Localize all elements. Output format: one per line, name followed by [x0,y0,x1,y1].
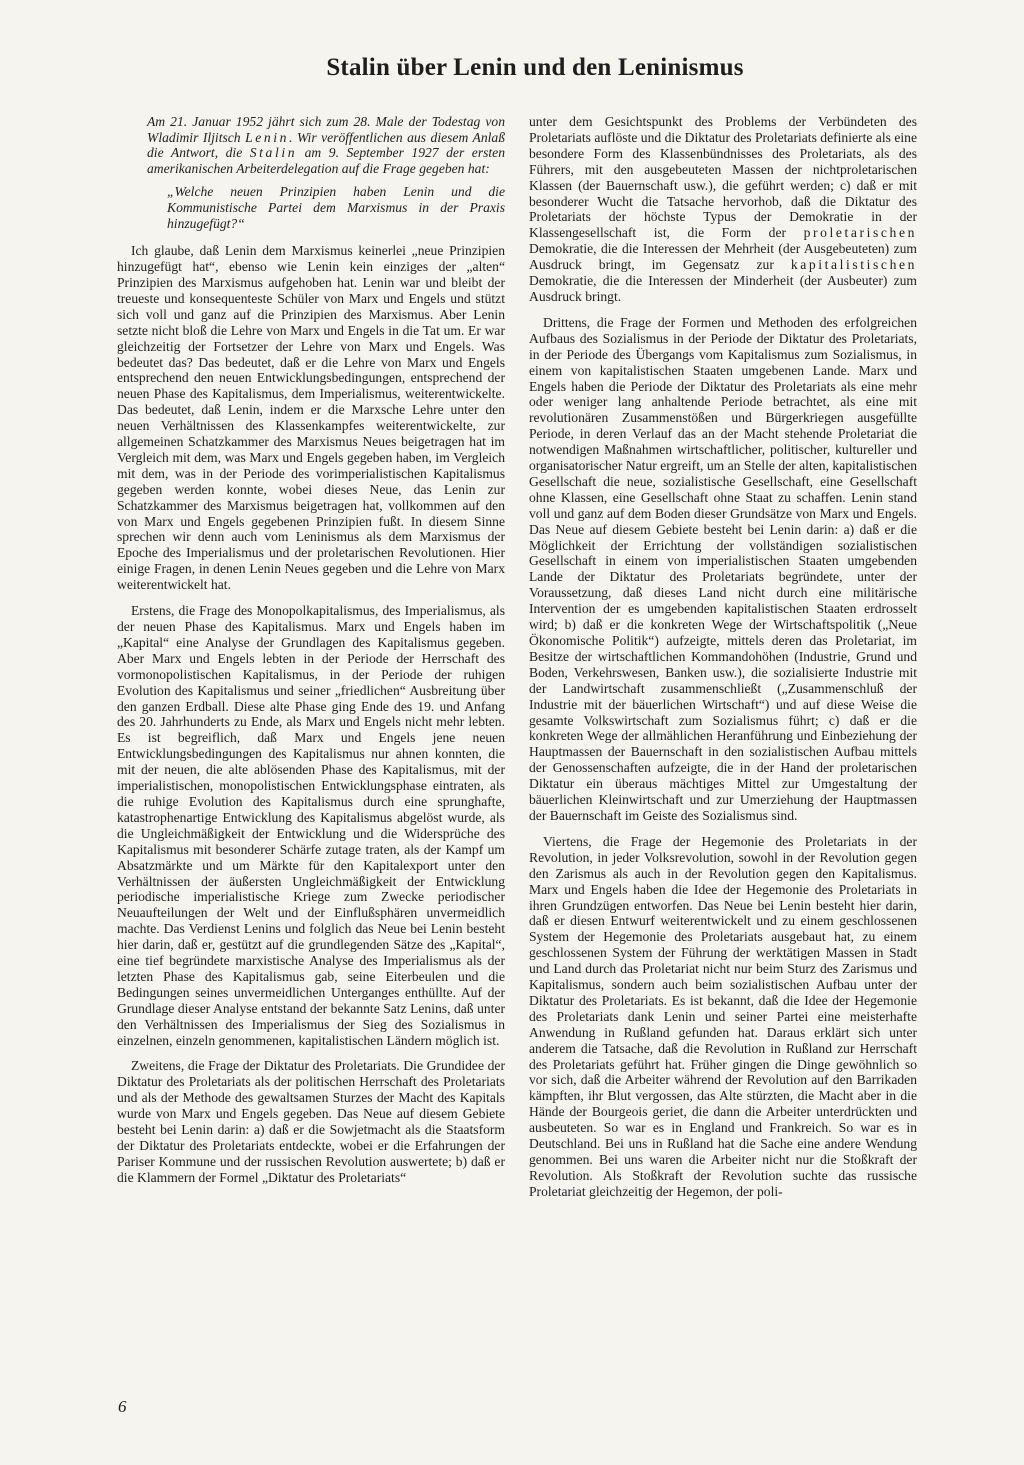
right-column [529,114,917,1210]
cont-emph-capitalist: kapitalistischen [790,257,917,273]
intro-text-2: . Wir veröffentlichen aus diesem Anlaß die Antwort, die [147,129,505,161]
page-number: 6 [118,1397,127,1416]
intro-name-stalin: Stalin [249,145,298,161]
left-column [117,114,505,1196]
paragraph-answer-intro: Ich glaube, daß Lenin dem Marxismus keinerlei „neue Prinzipien hinzugefügt hat“, ebenso wie Lenin kein einziges der „alten“ Prinzipien des Marxismus aufgehoben hat. Lenin war und bleibt der treueste und konsequenteste Schüler von Marx und Engels und stützt sich voll und ganz auf die Prinzipien des Marxismus. Aber Lenin setzte nicht bloß die Lehre von Marx und Engels in die Tat um. Er war gleichzeitig der Fortsetzer der Lehre von Marx und Engels. Was bedeutet das? Das bedeutet, daß er die Lehre von Marx und Engels entsprechend den neuen Entwicklungsbedingungen, entsprechend der neuen Phase des Kapitalismus, dem Imperialismus, weiterentwickelte. Das bedeutet, daß Lenin, indem er die Marxsche Lehre unter den neuen Verhältnissen des Klassenkampfes weiterentwickelte, zur allgemeinen Schatzkammer des Marxismus Neues beigetragen hat im Vergleich mit dem, was Marx und Engels gegeben haben, im Vergleich mit dem, was in der Periode des vorimperialistischen Kapitalismus gegeben werden konnte, wobei dieses Neue, das Lenin zur Schatzkammer des Marxismus beigetragen hat, vollkommen auf den von Marx und Engels gegebenen Prinzipien fußt. In diesem Sinne sprechen wir denn auch vom Leninismus als dem Marxismus der Epoche des Imperialismus und der proletarischen Revolutionen. Hier einige Fragen, in denen Lenin Neues gegeben und die Lehre von Marx weiterentwickelt hat. [117,243,505,593]
intro-name-lenin: Lenin [245,129,290,145]
intro-paragraph [147,114,505,176]
cont-text-e: Demokratie, die die Interessen der Minderheit (der Ausbeuter) zum Ausdruck bringt. [529,273,917,304]
paragraph-third-socialism: Drittens, die Frage der Formen und Methoden des erfolgreichen Aufbaus des Sozialismus in der Periode der Diktatur des Proletariats, in der Periode des Übergangs vom Kapitalismus zum Sozialismus, in einem von kapitalistischen Staaten umgebenen Lande. Marx und Engels haben die Periode der Diktatur des Proletariats als eine mehr oder weniger lang anhaltende Periode betrachtet, als eine mit revolutionären Zusammenstößen und Bürgerkriegen ausgefüllte Periode, in deren Verlauf das an der Macht stehende Proletariat die notwendigen Maßnahmen wirtschaftlicher, politischer, kultureller und organisatorischer Natur ergreift, um an Stelle der alten, kapitalistischen Gesellschaft die neue, sozialistische Gesellschaft, eine Gesellschaft ohne Klassen, eine Gesellschaft ohne Staat zu schaffen. Lenin stand voll und ganz auf dem Boden dieser Grundsätze von Marx und Engels. Das Neue auf diesem Gebiete besteht bei Lenin darin: a) daß er die Möglichkeit der Errichtung der vollständigen sozialistischen Gesellschaft in einem von imperialistischen Staaten umgebenden Lande der Diktatur des Proletariats begründete, unter der Voraussetzung, daß dieses Land nicht durch eine militärische Intervention der es umgebenden kapitalistischen Staaten erdrosselt wird; b) daß er die konkreten Wege der Wirtschaftspolitik („Neue Ökonomische Politik“) aufzeigte, mittels deren das Proletariat, im Besitze der wirtschaftlichen Kommandohöhen (Industrie, Grund und Boden, Verkehrswesen, Banken usw.), die sozialisierte Industrie mit der Landwirtschaft zusammenschließt („Zusammenschluß der Industrie mit der bäuerlichen Wirtschaft“) und auf diese Weise die gesamte Volkswirtschaft zum Sozialismus führt; c) daß er die konkreten Wege der allmählichen Heranführung und Einbeziehung der Hauptmassen der Bauernschaft in den sozialistischen Aufbau mittels der Genossenschaften aufzeigte, die in der Hand der proletarischen Diktatur ein überaus mächtiges Mittel zur Umgestaltung der bäuerlichen Kleinwirtschaft und zur Umerziehung der Hauptmassen der Bauernschaft im Geiste des Sozialismus sind. [529,314,917,823]
question-quote: „Welche neuen Prinzipien haben Lenin und die Kommunistische Partei dem Marxismus in der Praxis hinzugefügt?“ [167,184,505,231]
cont-text-a: unter dem Gesichtspunkt des Problems der Verbündeten des Proletariats auflöste und die Diktatur des Proletariats definierte als eine besondere Form des Klassenbündnisses des Proletariats, als des Führers, mit den ausgebeuteten Massen der nichtproletarischen Klassen (der Bauernschaft usw.), die geführt werden; c) daß er mit besonderer Wucht die Tatsache hervorhob, daß die Diktatur des Proletariats der höchste Typus der Demokratie in der Klassengesellschaft ist, die Form der [529,114,917,241]
paragraph-first-monopoly: Erstens, die Frage des Monopolkapitalismus, des Imperialismus, als der neuen Phase des Kapitalismus. Marx und Engels haben im „Kapital“ eine Analyse der Grundlagen des Kapitalismus gegeben. Aber Marx und Engels lebten in der Periode der Herrschaft des vormonopolistischen Kapitalismus, in der Periode der ruhigen Evolution des Kapitalismus und seiner „friedlichen“ Ausbreitung über den ganzen Erdball. Diese alte Phase ging Ende des 19. und Anfang des 20. Jahrhunderts zu Ende, als Marx und Engels nicht mehr lebten. Es ist begreiflich, daß Marx und Engels jene neuen Entwicklungsbedingungen des Kapitalismus nur ahnen konnten, die mit der neuen, die alte ablösenden Phase des Kapitalismus, mit der imperialistischen, monopolistischen Entwicklungsphase eintraten, als die ruhige Evolution des Kapitalismus durch eine sprunghafte, katastrophenartige Entwicklung des Kapitalismus abgelöst wurde, als die Ungleichmäßigkeit der Entwicklung und die Widersprüche des Kapitalismus mit besonderer Schärfe zutage traten, als der Kampf um Absatzmärkte und um Märkte für den Kapitalexport unter den Verhältnissen der äußersten Ungleichmäßigkeit der Entwicklung periodische imperialistische Kriege zum Zwecke periodischer Neuaufteilungen der Welt und der Einflußsphären unvermeidlich machte. Das Verdienst Lenins und folglich das Neue bei Lenin besteht hier darin, daß er, gestützt auf die grundlegenden Sätze des „Kapital“, eine tief begründete marxistische Analyse des Imperialismus als der letzten Phase des Kapitalismus gab, seine Eiterbeulen und die Bedingungen seines unvermeidlichen Unterganges enthüllte. Auf der Grundlage dieser Analyse entstand der bekannte Satz Lenins, daß unter den Verhältnissen des Imperialismus der Sieg des Sozialismus in einzelnen, einzeln genommenen, kapitalistischen Ländern möglich ist. [117,603,505,1048]
article-title: Stalin über Lenin und den Leninismus [326,54,744,81]
paragraph-second-continued [529,114,917,305]
intro-text-3: am 9. September 1927 der ersten amerikanischen Arbeiterdelegation auf die Frage gegeben hat: [147,145,506,176]
paragraph-second-dictatorship: Zweitens, die Frage der Diktatur des Proletariats. Die Grundidee der Diktatur des Proletariats als der politischen Herrschaft des Proletariats und als der Methode des gewaltsamen Sturzes der Macht des Kapitals wurde von Marx und Engels gegeben. Das Neue auf diesem Gebiete besteht bei Lenin darin: a) daß er die Sowjetmacht als die Staatsform der Diktatur des Proletariats entdeckte, wobei er die Erfahrungen der Pariser Kommune und der russischen Revolution auswertete; b) daß er die Klammern der Formel „Diktatur des Proletariats“ [117,1058,505,1185]
paragraph-fourth-hegemony: Viertens, die Frage der Hegemonie des Proletariats in der Revolution, in jeder Volksrevolution, sowohl in der Revolution gegen den Zarismus als auch in der Revolution gegen den Kapitalismus. Marx und Engels haben die Idee der Hegemonie des Proletariats in ihren Grundzügen entworfen. Das Neue bei Lenin besteht hier darin, daß er diesen Entwurf weiterentwickelt und zu einem geschlossenen System der Hegemonie des Proletariats ausgebaut hat, zu einem geschlossenen System der Führung der werktätigen Massen in Stadt und Land durch das Proletariat nicht nur beim Sturz des Zarismus und Kapitalismus, sondern auch beim sozialistischen Aufbau unter der Diktatur des Proletariats. Es ist bekannt, daß die Idee der Hegemonie des Proletariats dank Lenin und seiner Partei eine meisterhafte Anwendung in Rußland gefunden hat. Daraus erklärt sich unter anderem die Tatsache, daß die Revolution in Rußland zur Herrschaft des Proletariats geführt hat. Früher gingen die Dinge gewöhnlich so vor sich, daß die Arbeiter während der Revolution auf den Barrikaden kämpften, ihr Blut vergossen, das Alte stürzten, die Macht aber in die Hände der Bourgeois geriet, die dann die Arbeiter unterdrückten und ausbeuteten. So war es in England und Frankreich. So war es in Deutschland. Bei uns in Rußland hat die Sache eine andere Wendung genommen. Bei uns waren die Arbeiter nicht nur die Stoßkraft der Revolution. Als Stoßkraft der Revolution suchte das russische Proletariat gleichzeitig der Hegemon, der poli- [529,833,917,1199]
intro-text-1: Am 21. Januar 1952 jährt sich zum 28. Male der Todestag von Wladimir Iljitsch [147,114,505,145]
cont-emph-proletarian: proletarischen [803,225,917,241]
cont-text-c: Demokratie, die die Interessen der Mehrheit (der Ausgebeuteten) zum Ausdruck bringt, im Gegensatz zur [529,241,917,273]
